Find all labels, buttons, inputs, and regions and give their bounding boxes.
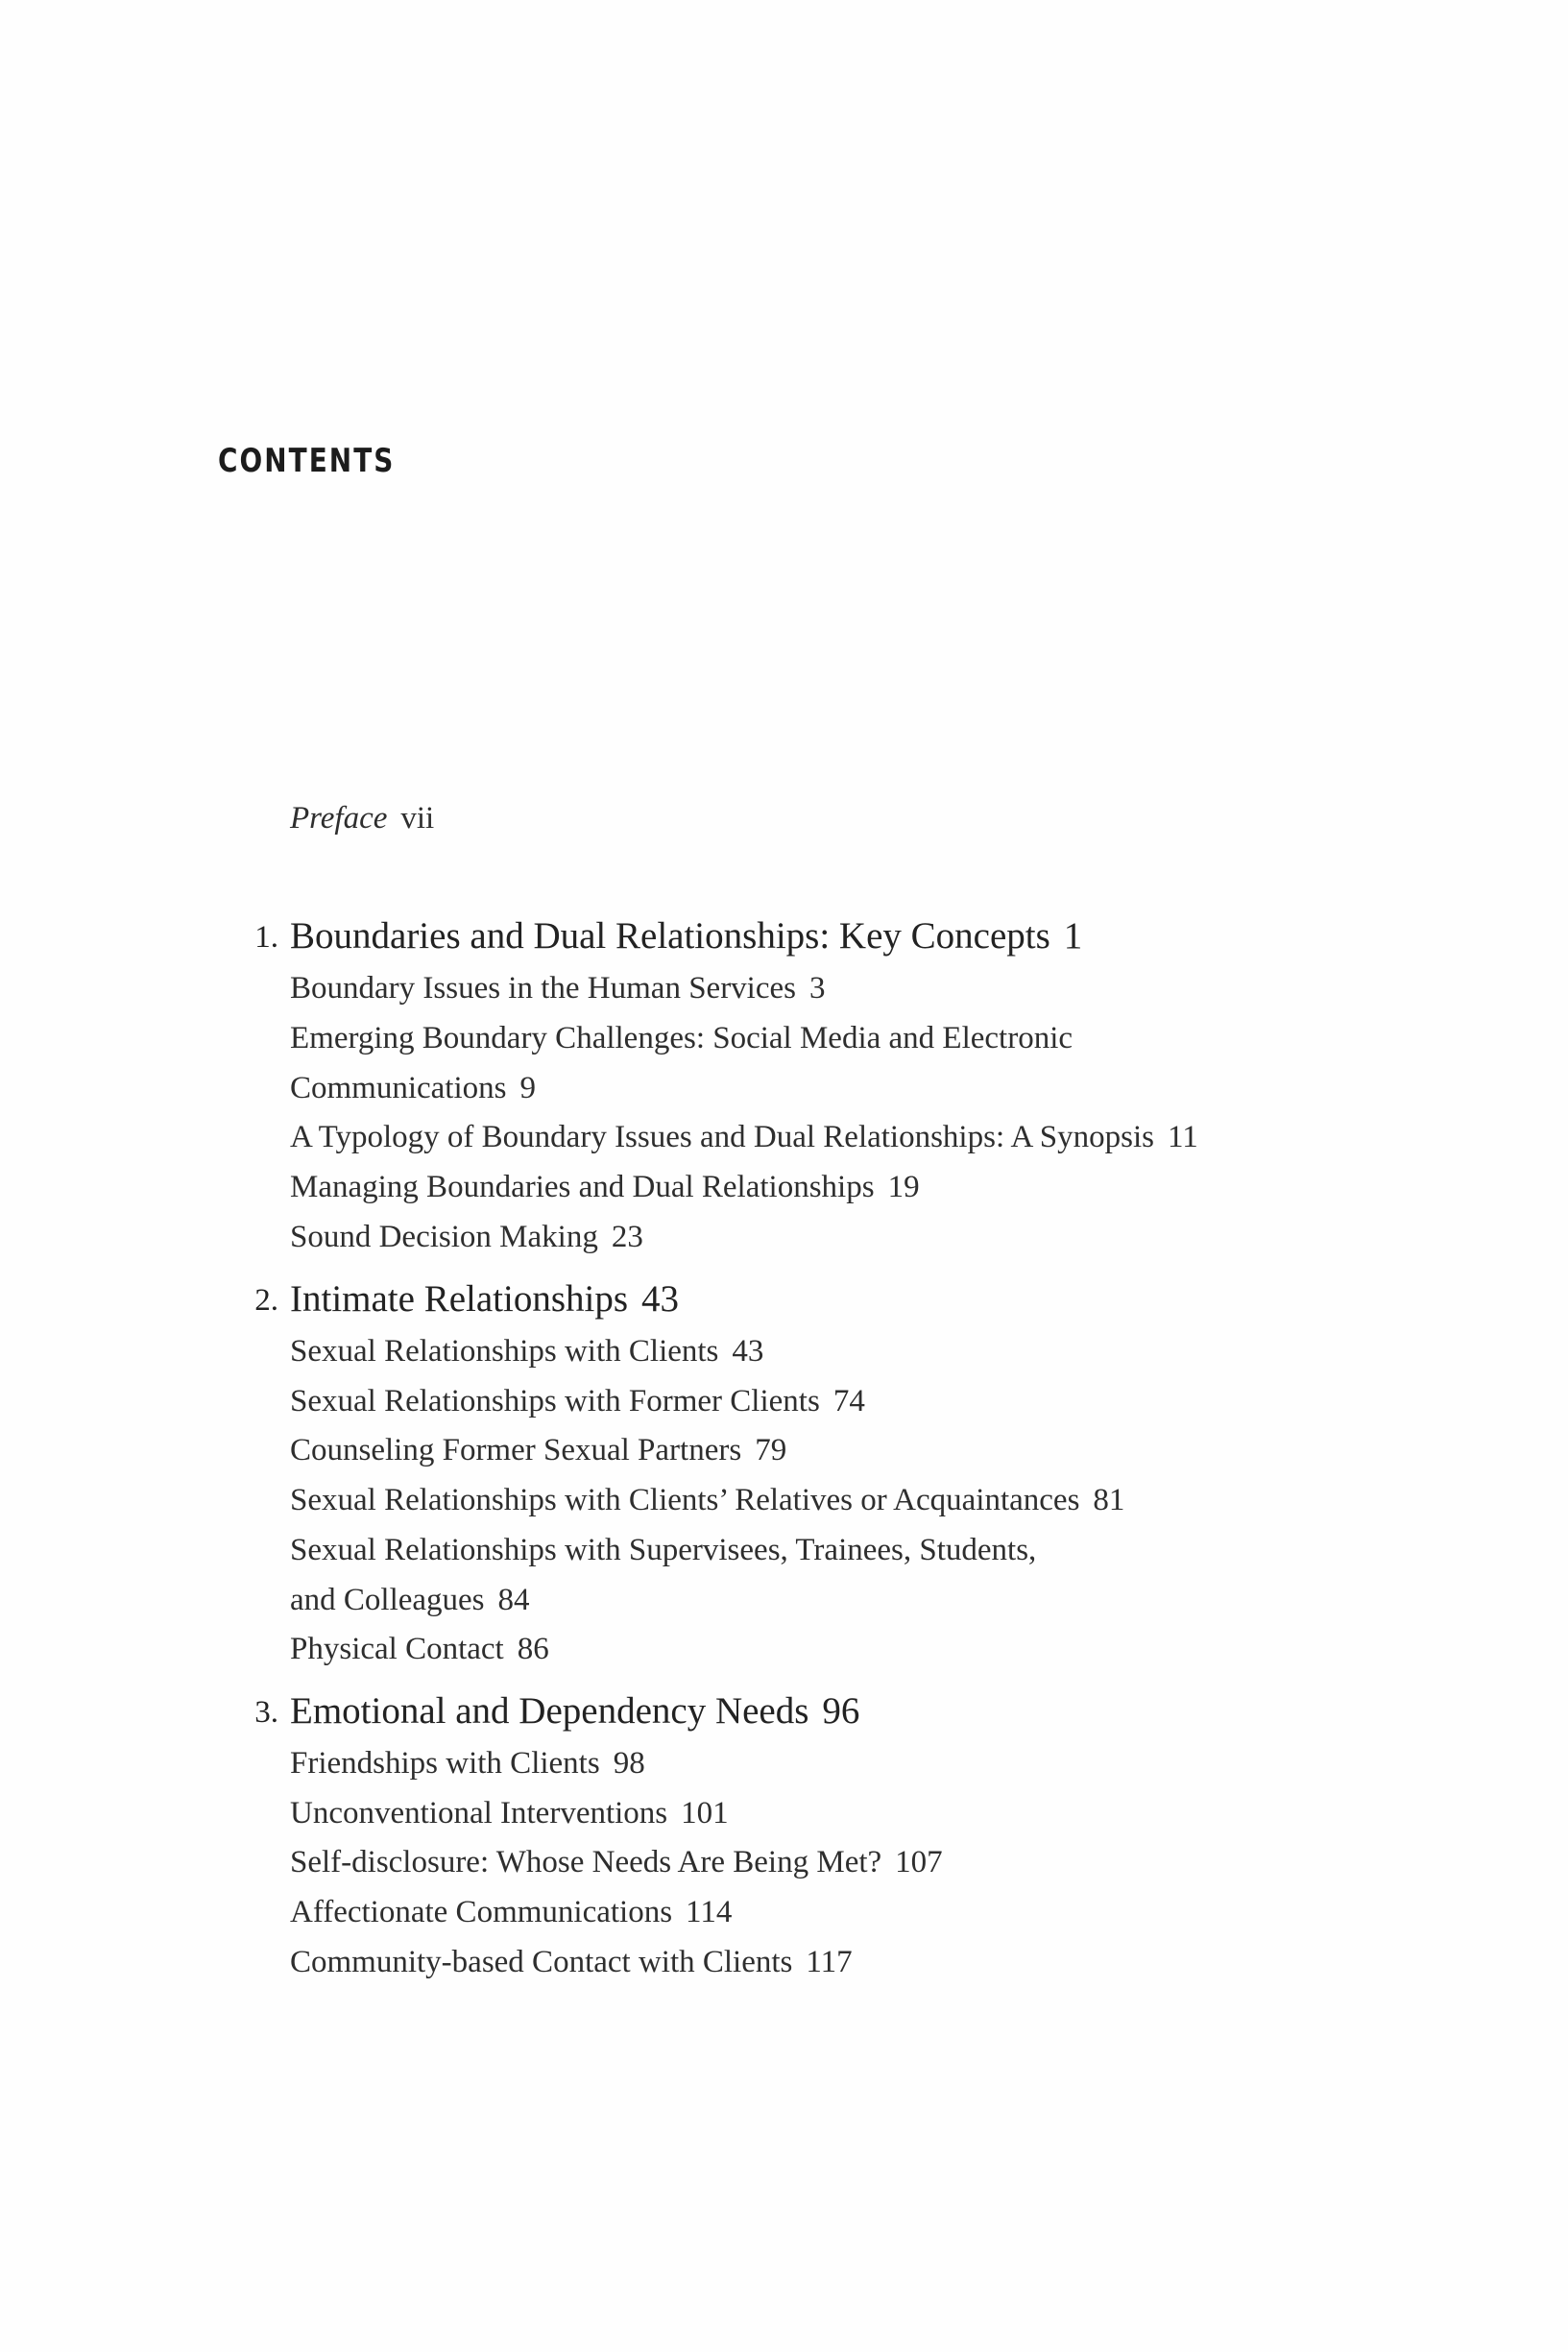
- chapter-number: 3.: [254, 1695, 278, 1730]
- section-entry[interactable]: [290, 1172, 920, 1203]
- chapter-1-entry[interactable]: [254, 915, 1083, 957]
- chapter-number: 1.: [254, 920, 278, 955]
- section-entry[interactable]: [290, 1535, 1036, 1566]
- section-page: 98: [613, 1746, 645, 1781]
- chapter-title: Emotional and Dependency Needs: [290, 1690, 809, 1732]
- chapter-page: 1: [1063, 915, 1083, 957]
- section-title: Boundary Issues in the Human Services: [290, 971, 796, 1006]
- section-title: Sexual Relationships with Clients: [290, 1334, 719, 1369]
- section-title: Emerging Boundary Challenges: Social Media and Electronic: [290, 1021, 1073, 1055]
- section-page: 101: [681, 1796, 729, 1831]
- section-title: Sexual Relationships with Clients’ Relatives or Acquaintances: [290, 1483, 1080, 1517]
- chapter-3-entry[interactable]: [254, 1690, 860, 1732]
- section-entry[interactable]: [290, 1485, 1124, 1516]
- preface-label: Preface: [290, 801, 388, 836]
- section-title: Managing Boundaries and Dual Relationships: [290, 1170, 875, 1204]
- section-title: Sexual Relationships with Former Clients: [290, 1384, 820, 1418]
- section-page: 9: [519, 1071, 536, 1105]
- section-entry[interactable]: [290, 1947, 853, 1978]
- section-entry[interactable]: [290, 1023, 1073, 1055]
- section-entry[interactable]: [290, 1897, 732, 1928]
- chapter-page: 96: [822, 1690, 860, 1732]
- section-entry[interactable]: [290, 1435, 786, 1467]
- section-page: 11: [1168, 1120, 1198, 1154]
- section-title: Sexual Relationships with Supervisees, Trainees, Students,: [290, 1533, 1037, 1567]
- chapter-number: 2.: [254, 1283, 278, 1318]
- section-title: Community-based Contact with Clients: [290, 1945, 793, 1979]
- preface-page: vii: [400, 801, 435, 836]
- preface-entry[interactable]: [290, 803, 434, 835]
- section-page: 19: [887, 1170, 920, 1204]
- section-page: 74: [832, 1384, 865, 1418]
- section-title: Self-disclosure: Whose Needs Are Being Met?: [290, 1845, 882, 1879]
- section-entry[interactable]: [290, 1222, 643, 1253]
- section-entry[interactable]: [290, 1798, 729, 1830]
- chapter-page: 43: [641, 1278, 680, 1320]
- section-title: Unconventional Interventions: [290, 1796, 668, 1831]
- chapter-title: Boundaries and Dual Relationships: Key Concepts: [290, 915, 1050, 957]
- section-page: 84: [497, 1583, 530, 1617]
- section-entry[interactable]: [290, 1847, 943, 1879]
- section-page: 86: [517, 1632, 549, 1666]
- section-title: Counseling Former Sexual Partners: [290, 1433, 742, 1467]
- section-title: Sound Decision Making: [290, 1220, 598, 1254]
- section-page: 114: [686, 1895, 733, 1929]
- section-entry[interactable]: [290, 1386, 865, 1418]
- section-entry[interactable]: [290, 1585, 530, 1616]
- section-title: Physical Contact: [290, 1632, 504, 1666]
- section-page: 23: [611, 1220, 643, 1254]
- section-title: Communications: [290, 1071, 507, 1105]
- section-page: 43: [732, 1334, 764, 1369]
- section-title: A Typology of Boundary Issues and Dual Relationships: A Synopsis: [290, 1120, 1155, 1154]
- section-title: Friendships with Clients: [290, 1746, 600, 1781]
- section-entry[interactable]: [290, 1122, 1198, 1153]
- section-entry[interactable]: [290, 1634, 549, 1665]
- section-page: 117: [806, 1945, 853, 1979]
- section-title: and Colleagues: [290, 1583, 485, 1617]
- section-title: Affectionate Communications: [290, 1895, 673, 1929]
- section-entry[interactable]: [290, 1073, 536, 1104]
- chapter-2-entry[interactable]: [254, 1278, 680, 1320]
- section-page: 81: [1093, 1483, 1125, 1517]
- section-entry[interactable]: [290, 1748, 645, 1780]
- page-title: CONTENTS: [218, 442, 396, 480]
- chapter-title: Intimate Relationships: [290, 1278, 629, 1320]
- section-entry[interactable]: [290, 1336, 763, 1368]
- section-page: 107: [895, 1845, 943, 1879]
- section-entry[interactable]: [290, 973, 826, 1005]
- section-page: 79: [755, 1433, 787, 1467]
- section-page: 3: [809, 971, 826, 1006]
